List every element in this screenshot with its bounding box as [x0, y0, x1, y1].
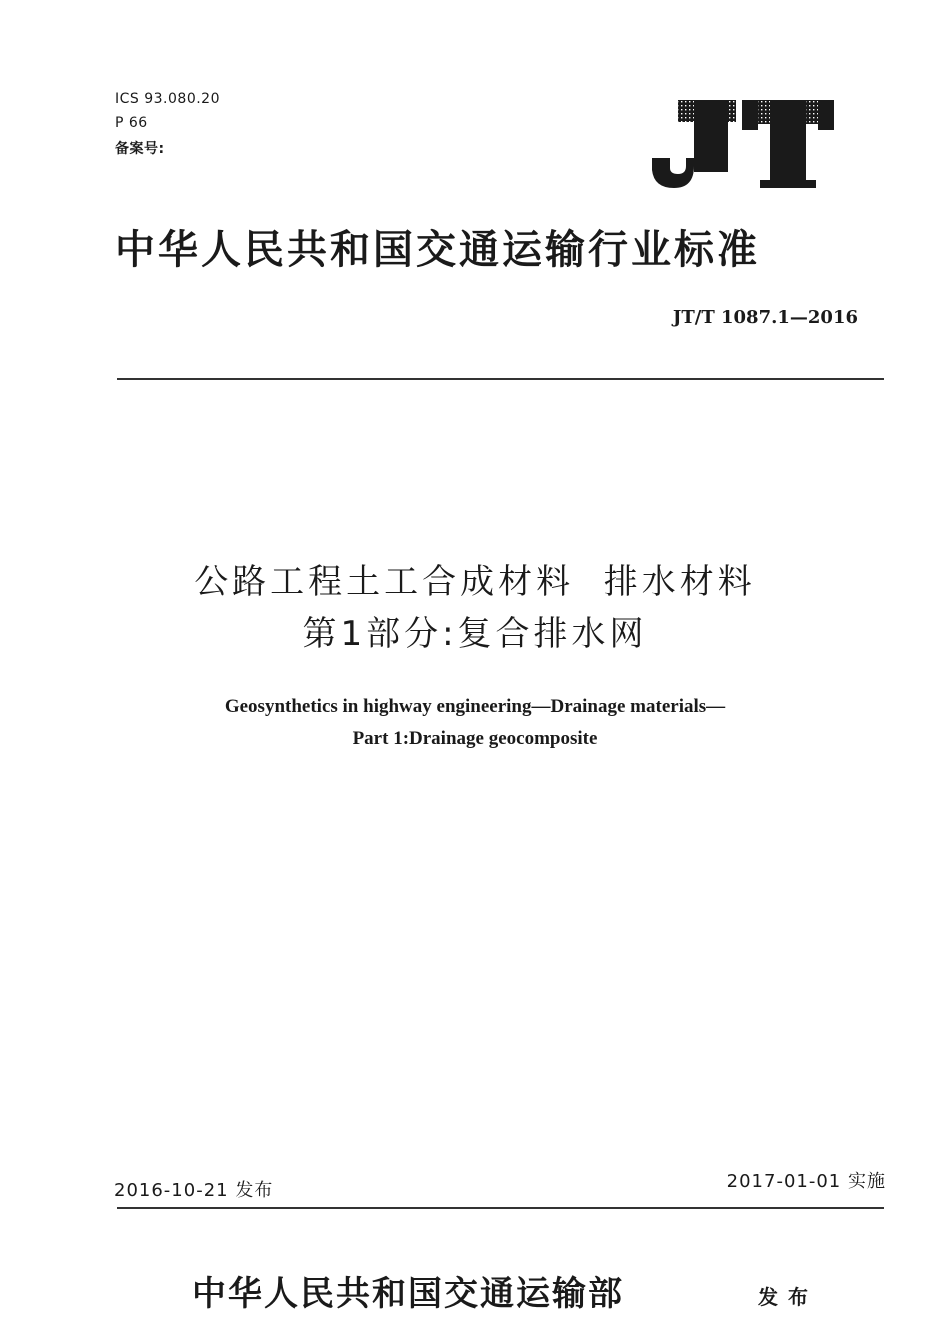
publisher-name: 中华人民共和国交通运输部	[192, 1274, 624, 1314]
title-en-line1: Geosynthetics in highway engineering—Drainage materials—	[224, 696, 726, 717]
title-cn-line2: 第1部分:复合排水网	[302, 614, 648, 654]
jt-logo	[648, 96, 838, 196]
header-divider	[117, 378, 884, 380]
issue-date: 2016-10-21 发布	[114, 1180, 274, 1201]
standard-number: JT/T 1087.1—2016	[672, 307, 858, 328]
title-en-line2: Part 1:Drainage geocomposite	[352, 728, 598, 749]
standard-category-title: 中华人民共和国交通运输行业标准	[115, 226, 760, 273]
publish-label: 发布	[758, 1285, 818, 1309]
classification-code: P 66	[115, 115, 148, 131]
filing-number: 备案号:	[115, 141, 165, 157]
title-cn-line1: 公路工程土工合成材料 排水材料	[194, 562, 756, 602]
implementation-date: 2017-01-01 实施	[726, 1171, 886, 1192]
footer-divider	[117, 1207, 884, 1209]
ics-code: ICS 93.080.20	[115, 91, 220, 107]
